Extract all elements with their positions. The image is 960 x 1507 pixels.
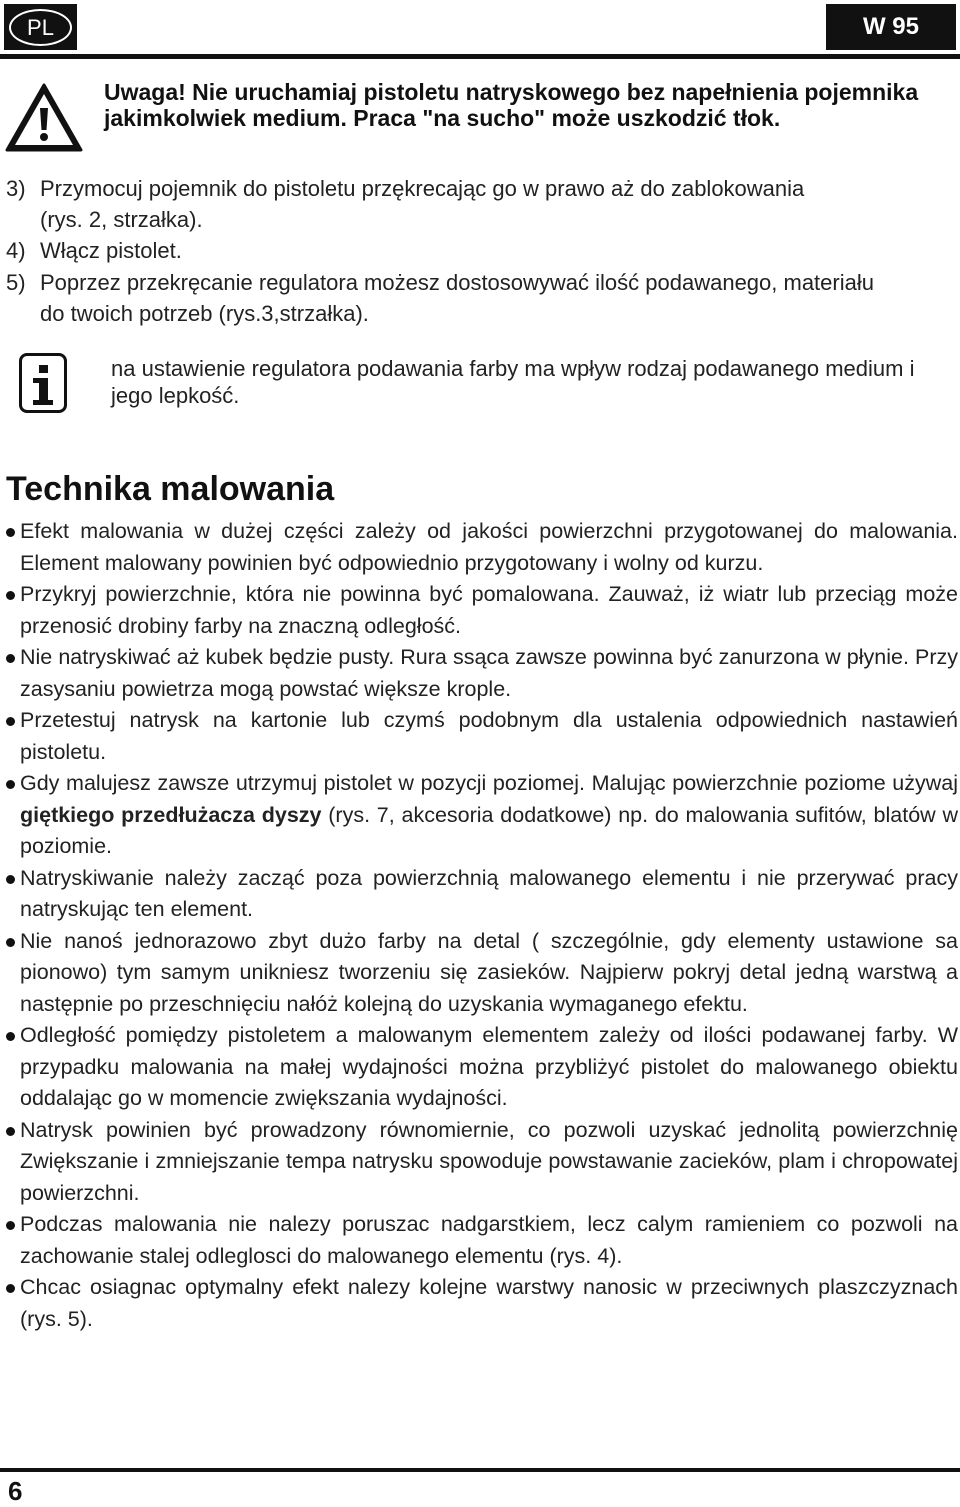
section-title: Technika malowania xyxy=(6,470,335,508)
warning-text: Uwaga! Nie uruchamiaj pistoletu natryskowego bez napełnienia pojemnika jakimkolwiek medium. Praca "na sucho" może uszkodzić tłok. xyxy=(104,79,919,131)
bullet-list xyxy=(6,516,958,1335)
step-text: Przymocuj pojemnik do pistoletu przękrecając go w prawo aż do zablokowania xyxy=(40,176,805,201)
list-item-text: Chcac osiagnac optymalny efekt nalezy kolejne warstwy nanosic w przeciwnych plaszczyznach (rys. 5). xyxy=(20,1275,958,1331)
model-label: W 95 xyxy=(826,4,956,50)
page-header xyxy=(0,0,960,56)
step-text: Włącz pistolet. xyxy=(40,238,182,263)
step-number: 4) xyxy=(6,238,26,263)
list-item-text: Podczas malowania nie nalezy poruszac nadgarstkiem, lecz calym ramieniem co pozwoli na zachowanie stalej odleglosci do malowanego elementu (rys. 4). xyxy=(20,1212,958,1268)
step-text-continued: do twoich potrzeb (rys.3,strzałka). xyxy=(40,301,369,326)
list-item-text: Przetestuj natrysk na kartonie lub czymś podobnym dla ustalenia odpowiednich nastawień pistoletu. xyxy=(20,708,958,764)
bullet-icon xyxy=(6,717,15,726)
bullet-icon xyxy=(6,1127,15,1136)
list-item xyxy=(6,926,958,1021)
bullet-icon xyxy=(6,654,15,663)
list-item xyxy=(6,1020,958,1115)
language-badge xyxy=(4,4,77,50)
list-item-text: (rys. 7, akcesoria dodatkowe) np. do malowania sufitów, blatów w poziomie. xyxy=(20,802,958,858)
list-item-text: Nie natryskiwać aż kubek będzie pusty. Rura ssąca zawsze powinna być zanurzona w płynie. Przy zasysaniu powietrza mogą powstać większe krople. xyxy=(20,645,958,701)
list-item-text: Odległość pomiędzy pistoletem a malowanym elementem zależy od ilości podawanej farby. W przypadku malowania na małej wydajności można przybliżyć pistolet do malowanego obiektu oddalając go w momencie zwiększania wydajności. xyxy=(20,1023,958,1110)
list-item xyxy=(6,1209,958,1272)
list-item xyxy=(6,642,958,705)
header-divider xyxy=(0,54,960,59)
list-item xyxy=(6,516,958,579)
step-3 xyxy=(6,173,956,235)
list-item xyxy=(6,768,958,863)
list-item-text: Gdy malujesz zawsze utrzymuj pistolet w pozycji poziomej. Malując powierzchnie poziome używaj xyxy=(20,771,958,795)
step-4 xyxy=(6,235,956,266)
step-text: Poprzez przekręcanie regulatora możesz dostosowywać ilość podawanego, materiału xyxy=(40,270,874,295)
bullet-icon xyxy=(6,875,15,884)
warning-triangle-icon xyxy=(4,82,84,154)
bullet-icon xyxy=(6,1284,15,1293)
bullet-icon xyxy=(6,1032,15,1041)
footer-divider xyxy=(0,1468,960,1472)
list-item xyxy=(6,863,958,926)
list-item-text: Natrysk powinien być prowadzony równomiernie, co pozwoli uzyskać jednolitą powierzchnię Zwiększanie i zmniejszanie tempa natrysku spowoduje powstawanie zacieków, plam i chropowatej powierzchni. xyxy=(20,1117,958,1205)
list-item-text: Nie nanoś jednorazowo zbyt dużo farby na detal ( szczególnie, gdy elementy ustawione sa pionowo) tym samym unikniesz tworzeniu się zasieków. Najpierw pokryj detal jedną warstwą a następnie po przeschnięciu nałóż kolejną do uzyskania wymaganego efektu. xyxy=(20,928,958,1016)
language-label: PL xyxy=(9,9,72,46)
bullet-icon xyxy=(6,591,15,600)
page-number: 6 xyxy=(8,1476,23,1506)
list-item-text: Natryskiwanie należy zacząć poza powierzchnią malowanego elementu i nie przerywać pracy natryskując ten element. xyxy=(20,865,958,921)
info-icon xyxy=(19,353,67,413)
list-item xyxy=(6,579,958,642)
step-5 xyxy=(6,267,956,329)
list-item xyxy=(6,705,958,768)
list-item-bold-text: giętkiego przedłużacza dyszy xyxy=(20,802,322,827)
bullet-icon xyxy=(6,938,15,947)
step-text-continued: (rys. 2, strzałka). xyxy=(40,207,203,232)
list-item-text: Efekt malowania w dużej części zależy od jakości powierzchni przygotowanej do malowania. Element malowany powinien być odpowiednio przygotowany i wolny od kurzu. xyxy=(20,519,958,575)
step-number: 3) xyxy=(6,176,26,201)
list-item xyxy=(6,1272,958,1335)
bullet-icon xyxy=(6,528,15,537)
list-item xyxy=(6,1115,958,1210)
list-item-text: Przykryj powierzchnie, która nie powinna być pomalowana. Zauważ, iż wiatr lub przeciąg może przenosić drobiny farby na znaczną odległość. xyxy=(20,582,958,638)
step-number: 5) xyxy=(6,270,26,295)
info-text: na ustawienie regulatora podawania farby ma wpływ rodzaj podawanego medium i jego lepkość. xyxy=(111,356,915,408)
bullet-icon xyxy=(6,1221,15,1230)
bullet-icon xyxy=(6,780,15,789)
